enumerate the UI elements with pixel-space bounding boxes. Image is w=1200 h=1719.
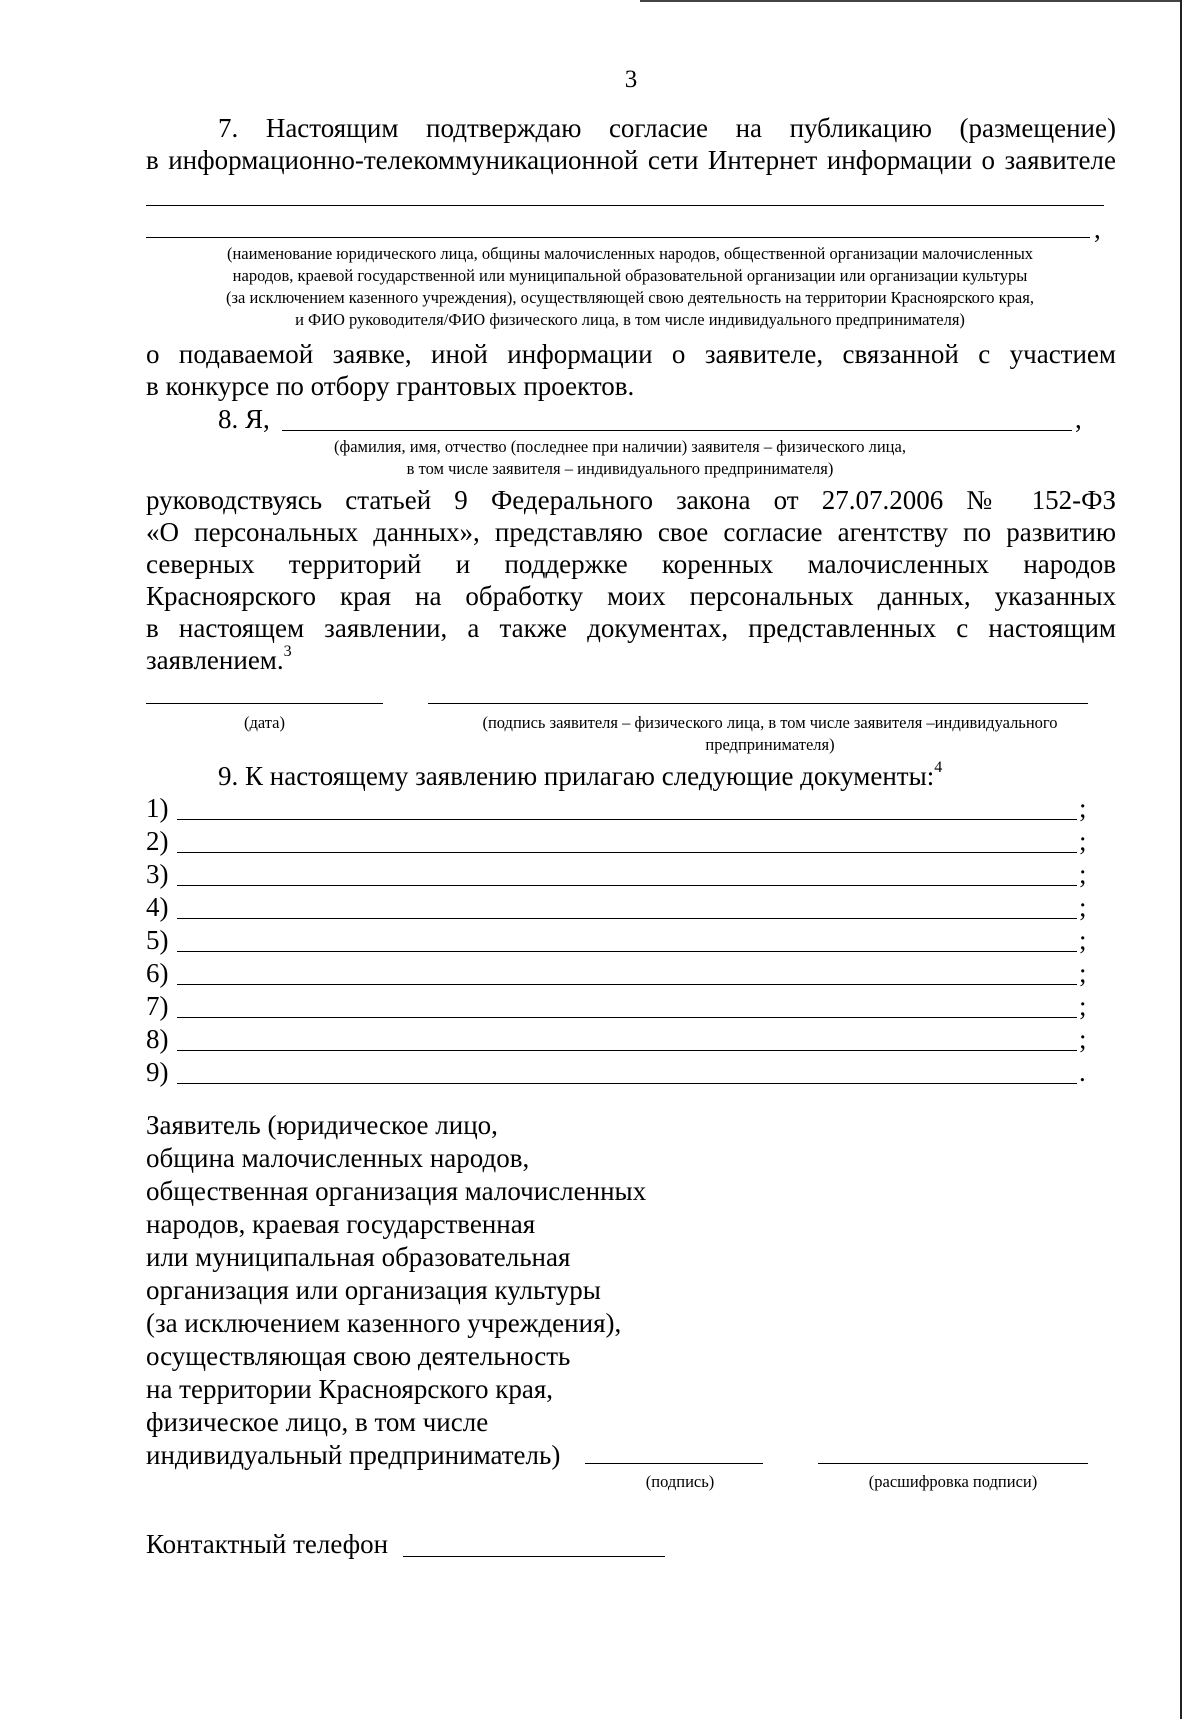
document-item-line[interactable] [177, 1083, 1077, 1084]
p8-caption-line: в том числе заявителя – индивидуального предпринимателя) [406, 459, 834, 478]
document-item-row [146, 1023, 1096, 1055]
document-item-line[interactable] [177, 1050, 1077, 1051]
document-item-punct: ; [1079, 826, 1087, 856]
document-item-row [146, 825, 1096, 857]
document-item-number: 2) [146, 826, 169, 856]
applicant-line: или муниципальная образовательная [146, 1242, 571, 1272]
p8-start: 8. Я, [218, 404, 270, 434]
p9-title [218, 760, 942, 792]
applicant-block [146, 1109, 706, 1472]
signature-caption [420, 712, 1120, 756]
applicant-line: община малочисленных народов, [146, 1143, 530, 1173]
applicant-line: общественная организация малочисленных [146, 1176, 647, 1206]
document-item-punct: ; [1079, 991, 1087, 1021]
p7-cont-line1: о подаваемой заявке, иной информации о заявителе, связанной с участием [146, 339, 1116, 369]
document-item-punct: ; [1079, 925, 1087, 955]
document-item-punct: ; [1079, 958, 1087, 988]
p8-caption-line: (фамилия, имя, отчество (последнее при наличии) заявителя – физического лица, [334, 437, 906, 456]
p7-blank-line-1[interactable] [146, 205, 1104, 206]
document-item-number: 6) [146, 958, 169, 988]
document-item-row [146, 957, 1096, 989]
p9-title-text: 9. К настоящему заявлению прилагаю следующие документы: [218, 761, 935, 791]
document-item-number: 5) [146, 925, 169, 955]
p7-caption-line: (за исключением казенного учреждения), осуществляющей свою деятельность на территории Красноярского края, [226, 288, 1034, 307]
document-item-line[interactable] [177, 852, 1077, 853]
p7-caption-line: народов, краевой государственной или муниципальной образовательной организации или организации культуры [232, 266, 1028, 285]
contact-phone-label: Контактный телефон [146, 1529, 389, 1559]
p7-caption [140, 243, 1120, 331]
signature-line[interactable] [428, 703, 1088, 704]
p8-text-line: северных территорий и поддержке коренных малочисленных народов [146, 549, 1116, 579]
applicant-line: физическое лицо, в том числе [146, 1407, 489, 1437]
applicant-line: (за исключением казенного учреждения), [146, 1308, 622, 1338]
applicant-line: организация или организация культуры [146, 1275, 601, 1305]
document-item-punct: . [1079, 1057, 1086, 1087]
footnote-3: 3 [283, 643, 292, 660]
p8-text-last [146, 644, 1116, 676]
p7-line2: в информационно-телекоммуникационной сети Интернет информации о заявителе [146, 145, 1116, 175]
date-line[interactable] [146, 703, 383, 704]
applicant-line: Заявитель (юридическое лицо, [146, 1110, 498, 1140]
document-item-line[interactable] [177, 819, 1077, 820]
p7-line1: 7. Настоящим подтверждаю согласие на публикацию (размещение) [218, 113, 1116, 143]
p8-text-line: «О персональных данных», представляю свое согласие агентству по развитию [146, 517, 1116, 547]
p7-caption-line: и ФИО руководителя/ФИО физического лица, в том числе индивидуального предпринимателя) [295, 310, 965, 329]
signature-caption-line: (подпись заявителя – физического лица, в том числе заявителя –индивидуального [482, 713, 1058, 732]
document-item-row [146, 990, 1096, 1022]
p8-text-line: руководствуясь статьей 9 Федерального закона от 27.07.2006 № 152-ФЗ [146, 485, 1116, 515]
p7-blank-line-2[interactable] [146, 237, 1090, 238]
document-item-row [146, 924, 1096, 956]
document-item-number: 3) [146, 859, 169, 889]
document-item-number: 1) [146, 793, 169, 823]
document-item-line[interactable] [177, 885, 1077, 886]
scan-edge-right [1180, 0, 1182, 1719]
p7-comma: , [1094, 214, 1101, 244]
signature-caption-line: предпринимателя) [705, 735, 835, 754]
applicant-signature-caption: (подпись) [645, 1472, 715, 1491]
applicant-line: осуществляющая свою деятельность [146, 1341, 571, 1371]
applicant-signature-line[interactable] [585, 1463, 763, 1464]
applicant-decoding-line[interactable] [818, 1463, 1088, 1464]
document-item-punct: ; [1079, 793, 1087, 823]
p7-caption-line: (наименование юридического лица, общины малочисленных народов, общественной организации малочисленных [226, 244, 1034, 263]
document-item-line[interactable] [177, 951, 1077, 952]
scan-edge-top [640, 0, 1180, 2]
document-item-number: 8) [146, 1024, 169, 1054]
document-item-number: 7) [146, 991, 169, 1021]
page-number: 3 [624, 66, 638, 93]
document-item-punct: ; [1079, 1024, 1087, 1054]
applicant-line: на территории Красноярского края, [146, 1374, 553, 1404]
footnote-4: 4 [934, 759, 943, 776]
p8-last-word: заявлением. [146, 645, 284, 675]
p8-text-line: в настоящем заявлении, а также документах, представленных с настоящим [146, 613, 1116, 643]
document-item-row [146, 858, 1096, 890]
contact-phone-line[interactable] [403, 1556, 665, 1557]
document-item-number: 4) [146, 892, 169, 922]
p8-text [146, 484, 1116, 676]
document-item-punct: ; [1079, 892, 1087, 922]
document-item-number: 9) [146, 1057, 169, 1087]
document-item-row [146, 1056, 1096, 1088]
date-caption: (дата) [243, 713, 286, 732]
document-item-line[interactable] [177, 984, 1077, 985]
document-item-line[interactable] [177, 1017, 1077, 1018]
p8-text-line: Красноярского края на обработку моих персональных данных, указанных [146, 581, 1116, 611]
p7-cont-line2: в конкурсе по отбору грантовых проектов. [146, 371, 635, 401]
applicant-decoding-caption: (расшифровка подписи) [868, 1472, 1038, 1491]
document-item-line[interactable] [177, 918, 1077, 919]
applicant-line: народов, краевая государственная [146, 1209, 536, 1239]
document-item-row [146, 891, 1096, 923]
p8-caption [240, 436, 1000, 480]
p8-name-line[interactable] [282, 430, 1072, 431]
p8-comma: , [1075, 404, 1082, 434]
applicant-line: индивидуальный предприниматель) [146, 1440, 561, 1470]
document-item-punct: ; [1079, 859, 1087, 889]
document-item-row [146, 792, 1096, 824]
